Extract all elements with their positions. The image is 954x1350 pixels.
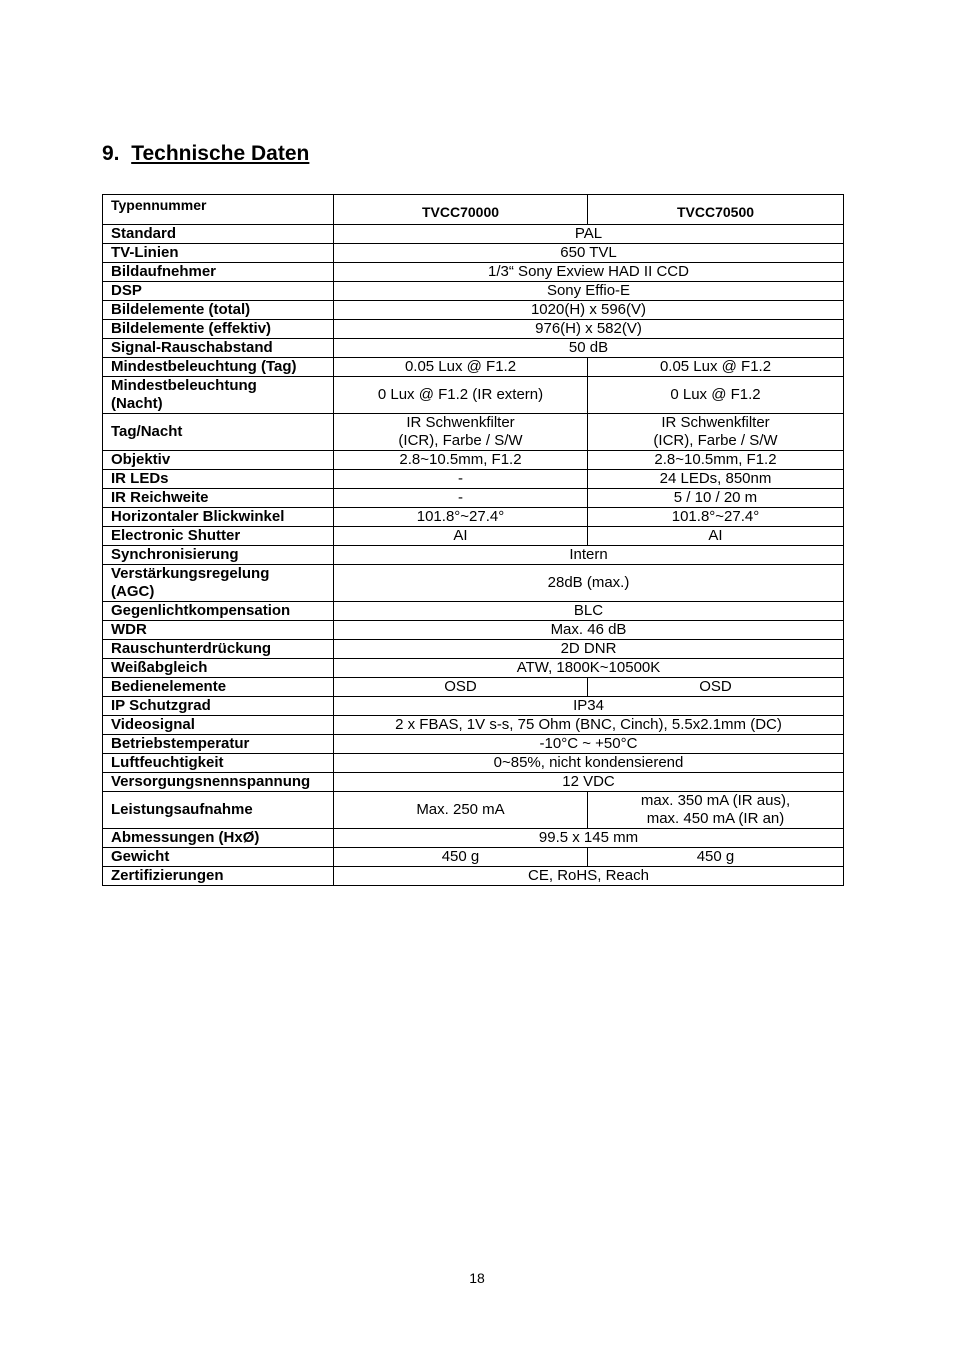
table-row bbox=[103, 339, 844, 358]
row-label: Luftfeuchtigkeit bbox=[103, 754, 334, 773]
table-row bbox=[103, 546, 844, 565]
table-row bbox=[103, 451, 844, 470]
page-number: 18 bbox=[469, 1270, 485, 1286]
row-value-a: 0 Lux @ F1.2 (IR extern) bbox=[334, 377, 588, 414]
row-value: CE, RoHS, Reach bbox=[334, 867, 844, 886]
row-value: 28dB (max.) bbox=[334, 565, 844, 602]
row-value: 50 dB bbox=[334, 339, 844, 358]
row-label: Bildelemente (effektiv) bbox=[103, 320, 334, 339]
row-value-a: 2.8~10.5mm, F1.2 bbox=[334, 451, 588, 470]
header-model-b: TVCC70500 bbox=[588, 195, 844, 225]
table-row bbox=[103, 640, 844, 659]
row-value-a: - bbox=[334, 489, 588, 508]
row-value: PAL bbox=[334, 225, 844, 244]
section-title: Technische Daten bbox=[131, 142, 310, 165]
row-label: IR LEDs bbox=[103, 470, 334, 489]
row-label: IR Reichweite bbox=[103, 489, 334, 508]
row-value-b: 0 Lux @ F1.2 bbox=[588, 377, 844, 414]
row-value-b: 0.05 Lux @ F1.2 bbox=[588, 358, 844, 377]
row-value-b-line: IR Schwenkfilter bbox=[661, 414, 770, 431]
row-value: 650 TVL bbox=[334, 244, 844, 263]
row-label: Weißabgleich bbox=[103, 659, 334, 678]
table-row bbox=[103, 470, 844, 489]
table-row bbox=[103, 735, 844, 754]
table-row bbox=[103, 225, 844, 244]
row-label bbox=[103, 377, 334, 414]
row-label: Tag/Nacht bbox=[103, 414, 334, 451]
row-value-a-line: (ICR), Farbe / S/W bbox=[398, 432, 523, 449]
row-label-line: (Nacht) bbox=[111, 395, 163, 412]
row-value-b-line: (ICR), Farbe / S/W bbox=[653, 432, 778, 449]
table-row bbox=[103, 377, 844, 414]
row-value-a-line: IR Schwenkfilter bbox=[406, 414, 515, 431]
row-value-a: OSD bbox=[334, 678, 588, 697]
row-value-b: AI bbox=[588, 527, 844, 546]
row-label-line: (AGC) bbox=[111, 583, 155, 600]
row-label: IP Schutzgrad bbox=[103, 697, 334, 716]
row-value: 1/3“ Sony Exview HAD II CCD bbox=[334, 263, 844, 282]
row-value: Intern bbox=[334, 546, 844, 565]
header-model-a: TVCC70000 bbox=[334, 195, 588, 225]
row-value: 1020(H) x 596(V) bbox=[334, 301, 844, 320]
row-label-line: Mindestbeleuchtung bbox=[111, 377, 257, 394]
table-row bbox=[103, 565, 844, 602]
row-value-b-line: max. 450 mA (IR an) bbox=[646, 810, 785, 827]
row-value-a: Max. 250 mA bbox=[334, 792, 588, 829]
row-value-a: - bbox=[334, 470, 588, 489]
row-label: Synchronisierung bbox=[103, 546, 334, 565]
table-row bbox=[103, 716, 844, 735]
row-value-a: 0.05 Lux @ F1.2 bbox=[334, 358, 588, 377]
row-label: Versorgungsnennspannung bbox=[103, 773, 334, 792]
row-label: Videosignal bbox=[103, 716, 334, 735]
row-value: Sony Effio-E bbox=[334, 282, 844, 301]
table-row bbox=[103, 678, 844, 697]
table-row bbox=[103, 621, 844, 640]
row-label: Leistungsaufnahme bbox=[103, 792, 334, 829]
row-value-b: 2.8~10.5mm, F1.2 bbox=[588, 451, 844, 470]
table-row bbox=[103, 659, 844, 678]
row-label: Bedienelemente bbox=[103, 678, 334, 697]
table-row bbox=[103, 792, 844, 829]
row-value: 12 VDC bbox=[334, 773, 844, 792]
table-row bbox=[103, 489, 844, 508]
table-row bbox=[103, 244, 844, 263]
table-row bbox=[103, 829, 844, 848]
header-label: Typennummer bbox=[103, 195, 334, 225]
row-label bbox=[103, 565, 334, 602]
row-value: 2D DNR bbox=[334, 640, 844, 659]
row-label: Standard bbox=[103, 225, 334, 244]
row-value-b: OSD bbox=[588, 678, 844, 697]
table-row bbox=[103, 697, 844, 716]
row-value-a bbox=[334, 414, 588, 451]
table-row bbox=[103, 867, 844, 886]
spec-header-row bbox=[103, 195, 844, 225]
table-row bbox=[103, 282, 844, 301]
row-value-b: 24 LEDs, 850nm bbox=[588, 470, 844, 489]
section-heading bbox=[102, 140, 309, 168]
row-label: DSP bbox=[103, 282, 334, 301]
row-label: Electronic Shutter bbox=[103, 527, 334, 546]
row-value: 976(H) x 582(V) bbox=[334, 320, 844, 339]
row-value-b bbox=[588, 792, 844, 829]
row-value-a: AI bbox=[334, 527, 588, 546]
spec-table bbox=[102, 194, 844, 886]
row-value-b: 5 / 10 / 20 m bbox=[588, 489, 844, 508]
row-value: BLC bbox=[334, 602, 844, 621]
row-label: Objektiv bbox=[103, 451, 334, 470]
table-row bbox=[103, 263, 844, 282]
table-row bbox=[103, 414, 844, 451]
row-value: 0~85%, nicht kondensierend bbox=[334, 754, 844, 773]
row-label-line: Verstärkungsregelung bbox=[111, 565, 270, 582]
row-value: ATW, 1800K~10500K bbox=[334, 659, 844, 678]
row-value: IP34 bbox=[334, 697, 844, 716]
row-label: Rauschunterdrückung bbox=[103, 640, 334, 659]
row-value: -10°C ~ +50°C bbox=[334, 735, 844, 754]
table-row bbox=[103, 848, 844, 867]
section-number: 9. bbox=[102, 142, 120, 165]
row-value-a: 101.8°~27.4° bbox=[334, 508, 588, 527]
row-value-b bbox=[588, 414, 844, 451]
row-label: Mindestbeleuchtung (Tag) bbox=[103, 358, 334, 377]
table-row bbox=[103, 320, 844, 339]
table-row bbox=[103, 508, 844, 527]
row-value-b: 450 g bbox=[588, 848, 844, 867]
row-label: TV-Linien bbox=[103, 244, 334, 263]
row-value-b-line: max. 350 mA (IR aus), bbox=[640, 792, 791, 809]
row-label: Bildaufnehmer bbox=[103, 263, 334, 282]
row-label: Bildelemente (total) bbox=[103, 301, 334, 320]
table-row bbox=[103, 754, 844, 773]
table-row bbox=[103, 358, 844, 377]
table-row bbox=[103, 527, 844, 546]
table-row bbox=[103, 602, 844, 621]
row-label: Abmessungen (HxØ) bbox=[103, 829, 334, 848]
row-label: Signal-Rauschabstand bbox=[103, 339, 334, 358]
row-value: Max. 46 dB bbox=[334, 621, 844, 640]
row-label: Gegenlichtkompensation bbox=[103, 602, 334, 621]
row-value: 2 x FBAS, 1V s-s, 75 Ohm (BNC, Cinch), 5.5x2.1mm (DC) bbox=[334, 716, 844, 735]
row-value-a: 450 g bbox=[334, 848, 588, 867]
row-label: Zertifizierungen bbox=[103, 867, 334, 886]
row-label: Horizontaler Blickwinkel bbox=[103, 508, 334, 527]
row-value-b: 101.8°~27.4° bbox=[588, 508, 844, 527]
row-value: 99.5 x 145 mm bbox=[334, 829, 844, 848]
row-label: Gewicht bbox=[103, 848, 334, 867]
row-label: Betriebstemperatur bbox=[103, 735, 334, 754]
table-row bbox=[103, 301, 844, 320]
table-row bbox=[103, 773, 844, 792]
row-label: WDR bbox=[103, 621, 334, 640]
